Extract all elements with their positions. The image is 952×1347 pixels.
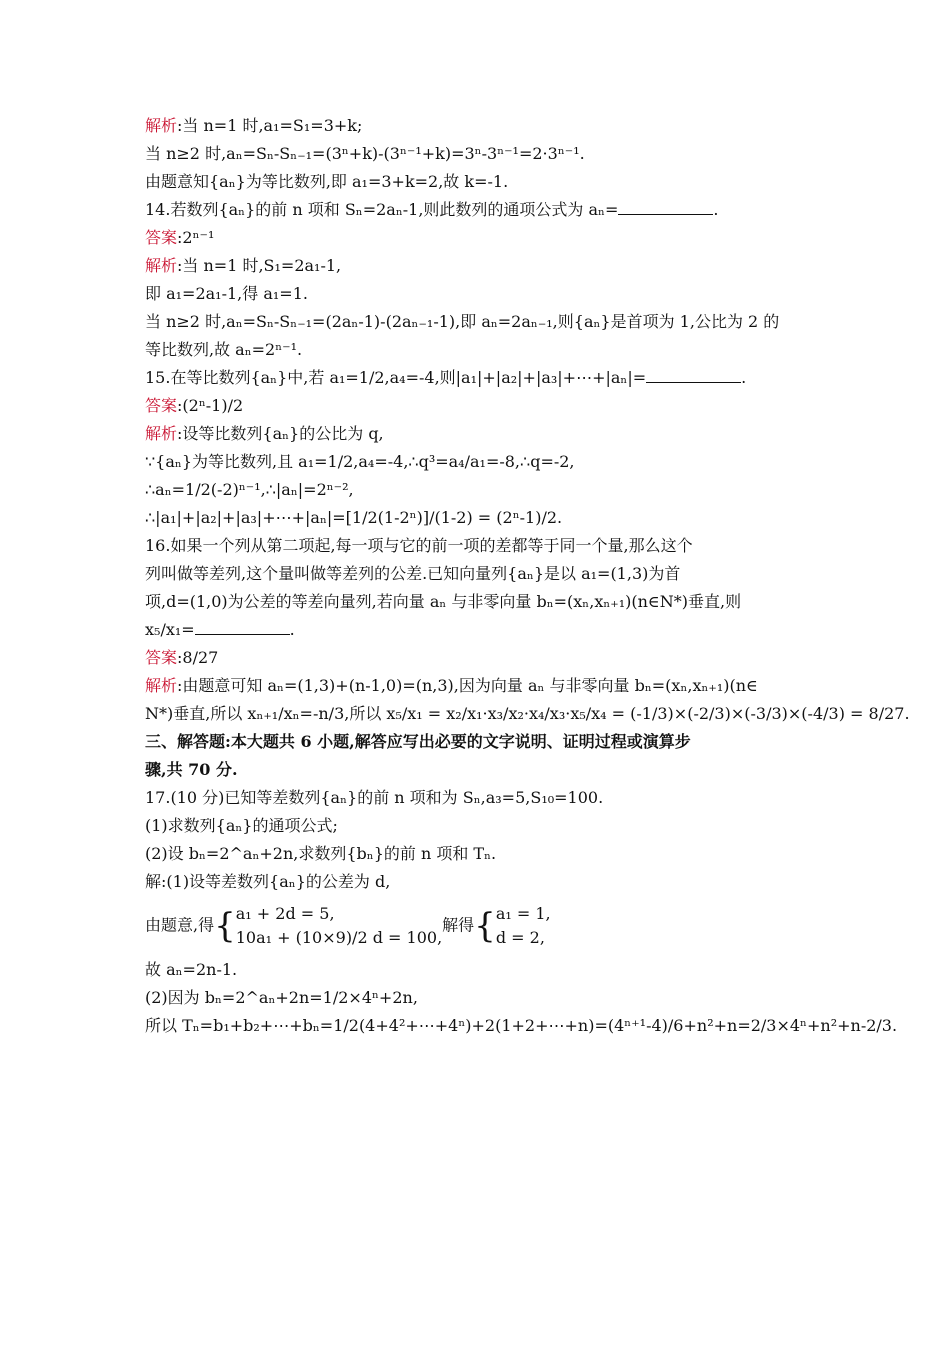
line-text: :2ⁿ⁻¹: [177, 228, 215, 247]
solution-text-block: [145, 112, 910, 896]
line-text: (2)设 bₙ=2^aₙ+2n,求数列{bₙ}的前 n 项和 Tₙ.: [145, 844, 497, 863]
text-line: [145, 532, 810, 560]
text-line: [145, 476, 810, 504]
text-line: [145, 812, 810, 840]
line-text: ∴|a₁|+|a₂|+|a₃|+⋯+|aₙ|=[1/2(1-2ⁿ)]/(1-2) = (2ⁿ-1)/2.: [145, 508, 563, 527]
system-lead: 由题意,得: [145, 915, 215, 935]
system-eq1: a₁ + 2d = 5,: [235, 904, 335, 923]
sol2: d = 2,: [495, 928, 545, 947]
label-marker: 答案: [145, 228, 178, 247]
line-text: 所以 Tₙ=b₁+b₂+⋯+bₙ=1/2(4+4²+⋯+4ⁿ)+2(1+2+⋯+n)=(4ⁿ⁺¹-4)/6+n²+n=2/3×4ⁿ+n²+n-2/3.: [145, 1016, 898, 1035]
line-text: N*)垂直,所以 xₙ₊₁/xₙ=-n/3,所以 x₅/x₁ = x₂/x₁·x₃/x₂·x₄/x₃·x₅/x₄ = (-1/3)×(-2/3)×(-3/3)×(-4/3) = 8/27.: [145, 704, 910, 723]
line-text: 17.(10 分)已知等差数列{aₙ}的前 n 项和为 Sₙ,a₃=5,S₁₀=100.: [145, 788, 604, 807]
answer-blank: [195, 620, 290, 635]
system-mid: 解得: [442, 915, 475, 935]
line-text: :(2ⁿ-1)/2: [177, 396, 244, 415]
label-marker: 答案: [145, 648, 178, 667]
text-line: [145, 196, 810, 224]
answer-blank: [646, 368, 741, 383]
label-marker: 解析: [145, 676, 178, 695]
sol1: a₁ = 1,: [495, 904, 551, 923]
line-text: 三、解答题:本大题共 6 小题,解答应写出必要的文字说明、证明过程或演算步: [145, 732, 691, 751]
line-text: 骤,共 70 分.: [145, 760, 238, 779]
text-line: [145, 140, 810, 168]
text-line: [145, 956, 810, 984]
text-line: [145, 672, 810, 700]
system-eq2: 10a₁ + (10×9)/2 d = 100,: [235, 928, 443, 947]
line-text: 15.在等比数列{aₙ}中,若 a₁=1/2,a₄=-4,则|a₁|+|a₂|+|a₃|+⋯+|aₙ|=: [145, 368, 647, 387]
label-marker: 解析: [145, 256, 178, 275]
line-text: :由题意可知 aₙ=(1,3)+(n-1,0)=(n,3),因为向量 aₙ 与非零向量 bₙ=(xₙ,xₙ₊₁)(n∈: [177, 676, 758, 695]
text-line: [145, 224, 810, 252]
line-text: :设等比数列{aₙ}的公比为 q,: [177, 424, 384, 443]
solution-values: [496, 902, 551, 950]
text-line: [145, 616, 810, 644]
text-line: [145, 252, 810, 280]
text-line: [145, 840, 810, 868]
text-line: [145, 644, 810, 672]
line-text: :8/27: [177, 648, 219, 667]
line-text: 即 a₁=2a₁-1,得 a₁=1.: [145, 284, 308, 303]
text-line: [145, 700, 910, 728]
line-text: :当 n=1 时,a₁=S₁=3+k;: [177, 116, 363, 135]
line-text: 当 n≥2 时,aₙ=Sₙ-Sₙ₋₁=(2aₙ-1)-(2aₙ₋₁-1),即 aₙ=2aₙ₋₁,则{aₙ}是首项为 1,公比为 2 的: [145, 312, 780, 331]
line-end: .: [289, 620, 295, 639]
text-line: [145, 756, 810, 784]
line-text: 列叫做等差列,这个量叫做等差列的公差.已知向量列{aₙ}是以 a₁=(1,3)为首: [145, 564, 681, 583]
line-text: 项,d=(1,0)为公差的等差向量列,若向量 aₙ 与非零向量 bₙ=(xₙ,xₙ₊₁)(n∈N*)垂直,则: [145, 592, 742, 611]
line-text: :当 n=1 时,S₁=2a₁-1,: [177, 256, 342, 275]
text-line: [145, 1012, 898, 1040]
line-text: 由题意知{aₙ}为等比数列,即 a₁=3+k=2,故 k=-1.: [145, 172, 509, 191]
text-line: [145, 868, 810, 896]
label-marker: 解析: [145, 424, 178, 443]
text-line: [145, 504, 810, 532]
text-line: [145, 336, 810, 364]
label-marker: 答案: [145, 396, 178, 415]
text-line: [145, 588, 810, 616]
text-line: [145, 784, 810, 812]
answer-blank: [618, 200, 713, 215]
text-line: [145, 112, 810, 140]
text-line: [145, 728, 810, 756]
label-marker: 解析: [145, 116, 178, 135]
solution-tail-block: [145, 956, 898, 1040]
line-text: 14.若数列{aₙ}的前 n 项和 Sₙ=2aₙ-1,则此数列的通项公式为 aₙ=: [145, 200, 619, 219]
line-text: 当 n≥2 时,aₙ=Sₙ-Sₙ₋₁=(3ⁿ+k)-(3ⁿ⁻¹+k)=3ⁿ-3ⁿ⁻¹=2·3ⁿ⁻¹.: [145, 144, 585, 163]
document-page: [145, 112, 910, 1040]
line-text: ∴aₙ=1/2(-2)ⁿ⁻¹,∴|aₙ|=2ⁿ⁻²,: [145, 480, 354, 499]
line-text: ∵{aₙ}为等比数列,且 a₁=1/2,a₄=-4,∴q³=a₄/a₁=-8,∴q=-2,: [145, 452, 575, 471]
text-line: [145, 280, 810, 308]
text-line: [145, 448, 810, 476]
system-equations: [236, 902, 442, 950]
solution-brace: {: [474, 906, 496, 946]
text-line: [145, 420, 810, 448]
text-line: [145, 984, 810, 1012]
text-line: [145, 560, 810, 588]
line-text: (1)求数列{aₙ}的通项公式;: [145, 816, 338, 835]
line-text: 故 aₙ=2n-1.: [145, 960, 238, 979]
line-text: 等比数列,故 aₙ=2ⁿ⁻¹.: [145, 340, 303, 359]
system-brace: {: [214, 906, 236, 946]
line-text: 16.如果一个列从第二项起,每一项与它的前一项的差都等于同一个量,那么这个: [145, 536, 693, 555]
line-text: (2)因为 bₙ=2^aₙ+2n=1/2×4ⁿ+2n,: [145, 988, 418, 1007]
line-end: .: [713, 200, 719, 219]
text-line: [145, 392, 810, 420]
equation-system-line: [145, 902, 810, 950]
line-text: x₅/x₁=: [145, 620, 195, 639]
line-end: .: [741, 368, 747, 387]
line-text: 解:(1)设等差数列{aₙ}的公差为 d,: [145, 872, 391, 891]
text-line: [145, 364, 810, 392]
text-line: [145, 308, 810, 336]
text-line: [145, 168, 810, 196]
